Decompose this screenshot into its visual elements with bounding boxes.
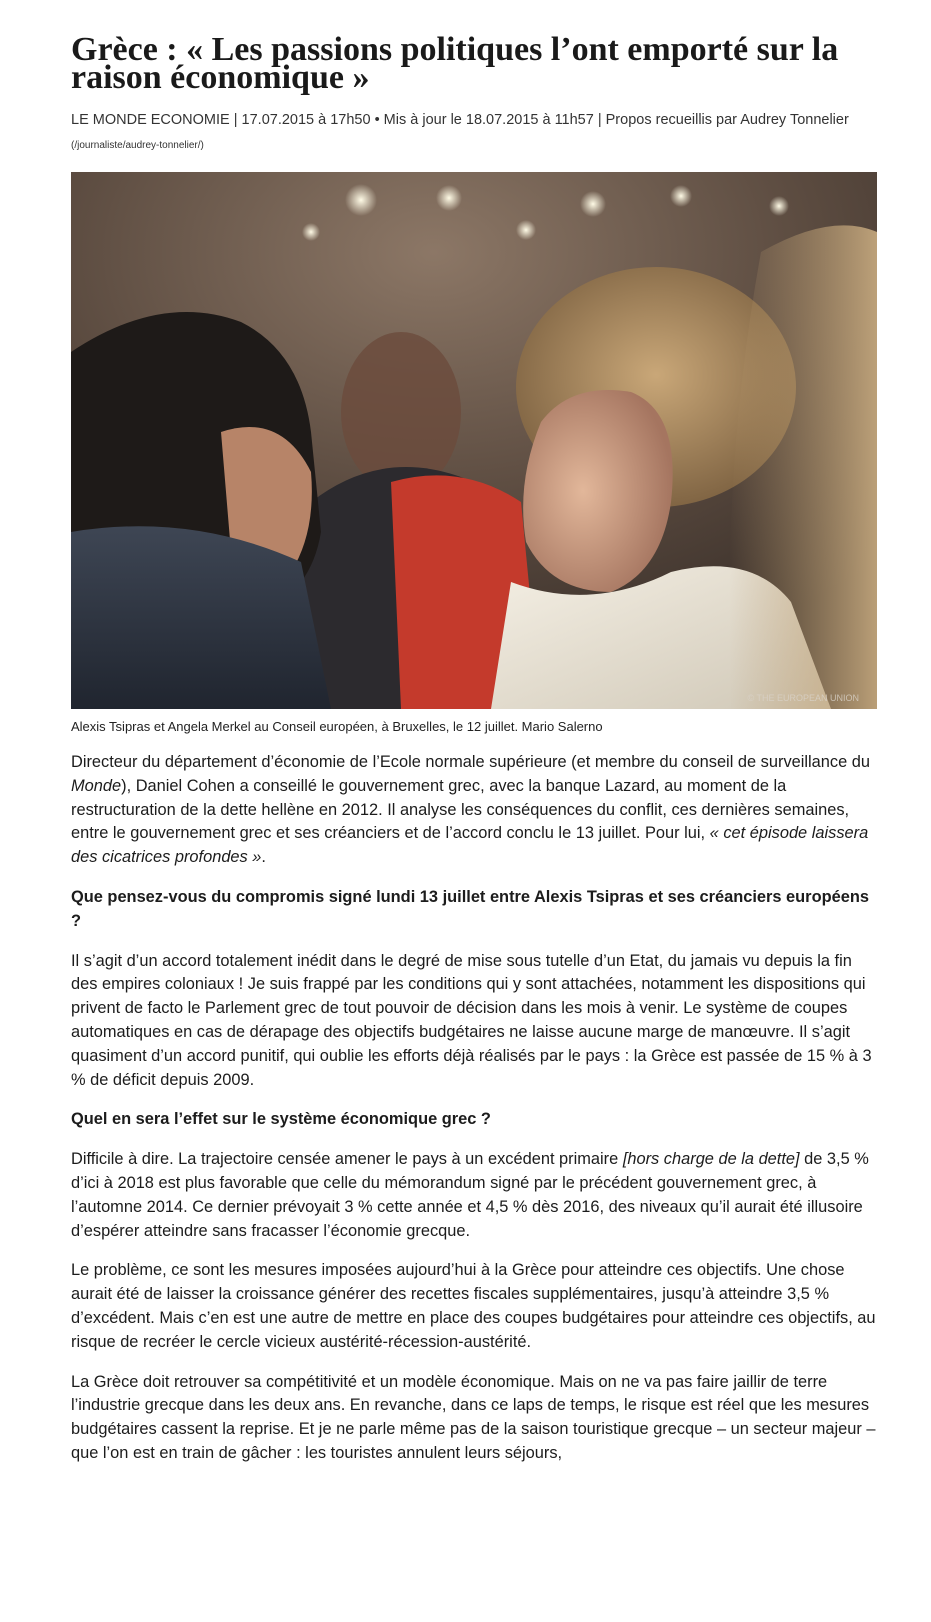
intro-paragraph: Directeur du département d’économie de l’Ecole normale supérieure (et membre du conseil de surveillance du Monde), Daniel Cohen a conseillé le gouvernement grec, avec la banque Lazard, au moment de la restructuration de la dette hellène en 2012. Il analyse les conséquences du conflit, ces dernières semaines, entre le gouvernement grec et ses créanciers et de l’accord conclu le 13 juillet. Pour lui, « cet épisode laissera des cicatrices profondes ». bbox=[71, 753, 871, 867]
article-meta bbox=[71, 108, 881, 158]
article-body bbox=[71, 751, 881, 1466]
question-2: Quel en sera l’effet sur le système économique grec ? bbox=[71, 1110, 491, 1129]
article-photo bbox=[71, 172, 877, 709]
photo-credit-watermark: © THE EUROPEAN UNION bbox=[747, 693, 859, 703]
byline: LE MONDE ECONOMIE | 17.07.2015 à 17h50 • Mis à jour le 18.07.2015 à 11h57 | Propos recueillis par Audrey Tonnelier bbox=[71, 112, 849, 128]
photo-caption: Alexis Tsipras et Angela Merkel au Conseil européen, à Bruxelles, le 12 juillet. Mario Salerno bbox=[71, 719, 603, 734]
answer-2: Difficile à dire. La trajectoire censée amener le pays à un excédent primaire [hors charge de la dette] de 3,5 % d’ici à 2018 est plus favorable que celle du mémorandum signé par le précédent gouvernement grec, à l’automne 2014. Ce dernier prévoyait 3 % cette année et 4,5 % dès 2016, des niveaux qu’il aurait été illusoire d’espérer atteindre sans fracasser l’économie grecque. bbox=[71, 1150, 869, 1240]
photo-illustration bbox=[71, 172, 877, 709]
paragraph-competitivite: La Grèce doit retrouver sa compétitivité et un modèle économique. Mais on ne va pas faire jaillir de terre l’industrie grecque dans les deux ans. En revanche, dans ce laps de temps, le risque est réel que les mesures budgétaires cassent la reprise. Et je ne parle même pas de la saison touristique grecque – un secteur majeur – que l’on est en train de gâcher : les touristes annulent leurs séjours, bbox=[71, 1372, 876, 1462]
paragraph-probleme: Le problème, ce sont les mesures imposées aujourd’hui à la Grèce pour atteindre ces objectifs. Une chose aurait été de laisser la croissance générer des recettes fiscales supplémentaires, jusqu’à atteindre 3,5 % d’excédent. Mais c’en est une autre de mettre en place des coupes budgétaires pour atteindre ces objectifs, au risque de recréer le cercle vicieux austérité-récession-austérité. bbox=[71, 1261, 876, 1351]
article-title: Grèce : « Les passions politiques l’ont emporté sur la raison économique » bbox=[71, 31, 839, 96]
article-page bbox=[71, 0, 881, 1482]
question-1: Que pensez-vous du compromis signé lundi 13 juillet entre Alexis Tsipras et ses créanciers européens ? bbox=[71, 887, 869, 930]
author-link[interactable]: (/journaliste/audrey-tonnelier/) bbox=[71, 140, 204, 151]
answer-1: Il s’agit d’un accord totalement inédit dans le degré de mise sous tutelle d’un Etat, du jamais vu depuis la fin des empires coloniaux ! Je suis frappé par les conditions qui y sont attachées, notamment les dispositions qui privent de facto le Parlement grec de tout pouvoir de décision dans les mois à venir. Le système de coupes automatiques en cas de dérapage des objectifs budgétaires ne laisse aucune marge de manœuvre. Il s’agit quasiment d’un accord punitif, qui oublie les efforts déjà réalisés par le pays : la Grèce est passée de 15 % à 3 % de déficit depuis 2009. bbox=[71, 951, 872, 1089]
